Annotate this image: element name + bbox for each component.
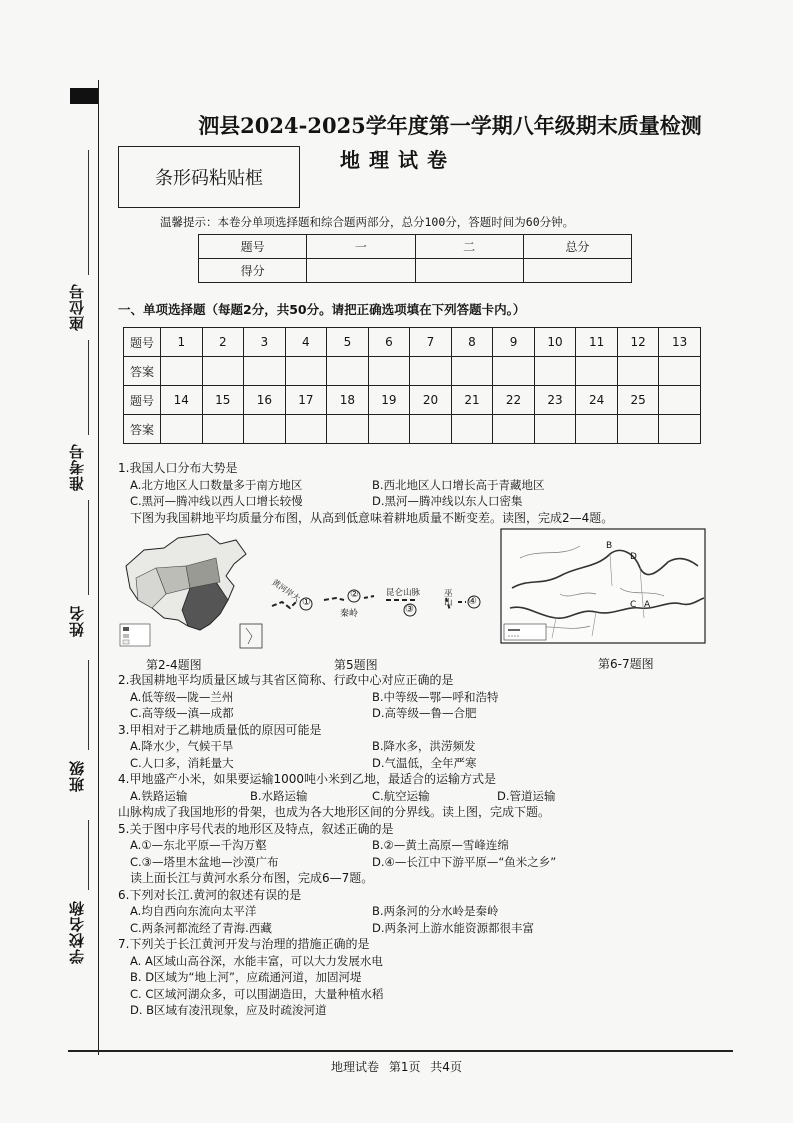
score-cell[interactable] bbox=[523, 259, 631, 283]
answer-cell[interactable] bbox=[410, 357, 452, 386]
figure-caption: 第2-4题图 bbox=[146, 658, 202, 672]
question-number: 9 bbox=[493, 328, 535, 357]
answer-card-row-label: 题号 bbox=[124, 386, 161, 415]
footer-divider bbox=[68, 1050, 733, 1052]
option-d[interactable]: D.④—长江中下游平原—“鱼米之乡” bbox=[372, 854, 557, 869]
fig5-label: ② bbox=[350, 589, 359, 600]
option-d[interactable]: D.高等级—鲁—合肥 bbox=[372, 706, 477, 720]
section-title: 一、单项选择题（每题2分，共50分。请把正确选项填在下列答题卡内。） bbox=[118, 302, 526, 317]
score-cell[interactable] bbox=[307, 259, 415, 283]
figure-caption: 第6-7题图 bbox=[598, 657, 654, 671]
question-number: 2 bbox=[202, 328, 244, 357]
question-number: 18 bbox=[327, 386, 369, 415]
answer-card bbox=[123, 327, 701, 444]
score-cell[interactable] bbox=[415, 259, 523, 283]
answer-cell[interactable] bbox=[368, 415, 410, 444]
question-number: 17 bbox=[285, 386, 327, 415]
class-field[interactable] bbox=[88, 660, 89, 750]
answer-cell[interactable] bbox=[493, 415, 535, 444]
exam-number-field[interactable] bbox=[88, 340, 89, 435]
answer-cell[interactable] bbox=[244, 415, 286, 444]
answer-card-row-label: 答案 bbox=[124, 415, 161, 444]
answer-card-row-label: 题号 bbox=[124, 328, 161, 357]
answer-card-number-row bbox=[124, 386, 701, 415]
question-intro: 山脉构成了我国地形的骨架，也成为各大地形区间的分界线。读上图，完成下题。 bbox=[118, 805, 551, 819]
answer-cell[interactable] bbox=[202, 415, 244, 444]
answer-cell[interactable] bbox=[617, 415, 659, 444]
river-region-label: D bbox=[630, 552, 637, 562]
option-d[interactable]: D.气温低，全年严寒 bbox=[372, 755, 477, 770]
fig5-label: ③ bbox=[405, 604, 414, 615]
option-b[interactable]: B.②—黄土高原—雪峰连绵 bbox=[372, 838, 509, 852]
question-number: 4 bbox=[285, 328, 327, 357]
class-label: 班级 bbox=[68, 760, 86, 792]
answer-card-row-label: 答案 bbox=[124, 357, 161, 386]
question-number: 22 bbox=[493, 386, 535, 415]
answer-cell[interactable] bbox=[576, 415, 618, 444]
option-b[interactable]: B.降水多，洪涝频发 bbox=[372, 739, 476, 753]
question-number: 16 bbox=[244, 386, 286, 415]
binding-marker bbox=[70, 88, 98, 104]
option-a[interactable]: A.铁路运输 bbox=[130, 788, 188, 803]
seat-number-label: 座位号 bbox=[68, 283, 86, 331]
option-d[interactable]: D. B区域有凌汛现象，应及时疏浚河道 bbox=[130, 1003, 327, 1017]
answer-cell[interactable] bbox=[202, 357, 244, 386]
question-number: 11 bbox=[576, 328, 618, 357]
question-number: 8 bbox=[451, 328, 493, 357]
question-number: 5 bbox=[327, 328, 369, 357]
option-c[interactable]: C.黑河—腾冲线以西人口增长较慢 bbox=[130, 494, 303, 508]
score-header: 二 bbox=[415, 235, 523, 259]
question-stem: 6.下列对长江.黄河的叙述有误的是 bbox=[118, 887, 302, 902]
option-c[interactable]: C. C区域河湖众多，可以围湖造田，大量种植水稻 bbox=[130, 986, 384, 1001]
option-c[interactable]: C.人口多，消耗量大 bbox=[130, 755, 234, 770]
question-number: 7 bbox=[410, 328, 452, 357]
option-a[interactable]: A.北方地区人口数量多于南方地区 bbox=[130, 477, 303, 492]
option-d[interactable]: D.黑河—腾冲线以东人口密集 bbox=[372, 494, 523, 508]
question-intro: 下图为我国耕地平均质量分布图，从高到低意味着耕地质量不断变差。读图，完成2—4题。 bbox=[130, 510, 614, 525]
question-number: 24 bbox=[576, 386, 618, 415]
option-c[interactable]: C.高等级—滇—成都 bbox=[130, 706, 234, 720]
question-stem: 1.我国人口分布大势是 bbox=[118, 461, 238, 475]
answer-cell[interactable] bbox=[451, 415, 493, 444]
option-a[interactable]: A.低等级—陇—兰州 bbox=[130, 689, 234, 704]
option-a[interactable]: A.①—东北平原—千沟万壑 bbox=[130, 838, 267, 852]
option-b[interactable]: B.两条河的分水岭是秦岭 bbox=[372, 904, 499, 918]
name-field[interactable] bbox=[88, 500, 89, 595]
option-b[interactable]: B.中等级—鄂—呼和浩特 bbox=[372, 689, 499, 704]
question-stem: 2.我国耕地平均质量区域与其省区简称、行政中心对应正确的是 bbox=[118, 673, 454, 687]
question-number: 10 bbox=[534, 328, 576, 357]
question-number: 12 bbox=[617, 328, 659, 357]
fig5-label: ④ bbox=[468, 596, 477, 607]
answer-cell[interactable] bbox=[161, 415, 203, 444]
option-a[interactable]: A.均自西向东流向太平洋 bbox=[130, 904, 257, 918]
question-number: 14 bbox=[161, 386, 203, 415]
option-b[interactable]: B.水路运输 bbox=[250, 788, 308, 803]
question-number: 15 bbox=[202, 386, 244, 415]
questions-block bbox=[118, 672, 556, 1019]
answer-cell[interactable] bbox=[576, 357, 618, 386]
river-systems-map bbox=[500, 528, 706, 644]
answer-cell[interactable] bbox=[534, 415, 576, 444]
river-region-label: C bbox=[630, 600, 637, 610]
option-b[interactable]: B.西北地区人口增长高于青藏地区 bbox=[372, 477, 545, 492]
name-label: 姓名 bbox=[68, 605, 86, 637]
question-number: 6 bbox=[368, 328, 410, 357]
fig5-label: 昆仑山脉 bbox=[386, 588, 421, 598]
question-stem: 7.下列关于长江黄河开发与治理的措施正确的是 bbox=[118, 937, 370, 951]
answer-cell[interactable] bbox=[493, 357, 535, 386]
exam-number-label: 准考号 bbox=[68, 443, 86, 491]
exam-tip: 温馨提示：本卷分单项选择题和综合题两部分，总分100分，答题时间为60分钟。 bbox=[160, 215, 575, 229]
question-number: 25 bbox=[617, 386, 659, 415]
question-number: 3 bbox=[244, 328, 286, 357]
answer-cell[interactable] bbox=[534, 357, 576, 386]
figure-caption: 第5题图 bbox=[334, 658, 378, 672]
exam-subtitle: 地理试卷 bbox=[340, 148, 456, 172]
answer-cell[interactable] bbox=[368, 357, 410, 386]
river-region-label: A bbox=[644, 600, 651, 610]
answer-cell[interactable] bbox=[327, 357, 369, 386]
exam-title: 泗县2024-2025学年度第一学期八年级期末质量检测 bbox=[198, 113, 702, 138]
question-number: 20 bbox=[410, 386, 452, 415]
answer-cell[interactable] bbox=[161, 357, 203, 386]
empty-cell bbox=[659, 386, 701, 415]
score-row-label: 得分 bbox=[199, 259, 307, 283]
barcode-box: 条形码粘贴框 bbox=[118, 146, 300, 208]
question-number: 21 bbox=[451, 386, 493, 415]
school-name-field[interactable] bbox=[88, 820, 89, 890]
empty-cell bbox=[659, 415, 701, 444]
answer-card-answer-row bbox=[124, 415, 701, 444]
question-stem: 3.甲相对于乙耕地质量低的原因可能是 bbox=[118, 722, 322, 737]
option-c[interactable]: C.两条河都流经了青海.西藏 bbox=[130, 920, 272, 935]
score-header: 总分 bbox=[523, 235, 631, 259]
river-region-label: B bbox=[606, 541, 613, 551]
answer-cell[interactable] bbox=[244, 357, 286, 386]
question-intro: 读上面长江与黄河水系分布图，完成6—7题。 bbox=[130, 871, 374, 885]
option-b[interactable]: B. D区域为“地上河”，应疏通河道，加固河堤 bbox=[130, 970, 362, 984]
answer-cell[interactable] bbox=[327, 415, 369, 444]
question-number: 1 bbox=[161, 328, 203, 357]
answer-cell[interactable] bbox=[617, 357, 659, 386]
question-number: 19 bbox=[368, 386, 410, 415]
score-header: 题号 bbox=[199, 235, 307, 259]
score-header: 一 bbox=[307, 235, 415, 259]
answer-cell[interactable] bbox=[285, 357, 327, 386]
answer-cell[interactable] bbox=[285, 415, 327, 444]
fig5-label: ① bbox=[302, 597, 311, 608]
fig5-label: 巫山 bbox=[444, 589, 453, 608]
binding-line bbox=[98, 80, 99, 1055]
answer-cell[interactable] bbox=[451, 357, 493, 386]
option-d[interactable]: D.两条河上游水能资源都很丰富 bbox=[372, 920, 535, 935]
option-a[interactable]: A. A区域山高谷深，水能丰富，可以大力发展水电 bbox=[130, 953, 383, 968]
farmland-quality-map bbox=[116, 528, 266, 652]
option-d[interactable]: D.管道运输 bbox=[497, 788, 556, 803]
option-c[interactable]: C.航空运输 bbox=[372, 788, 430, 803]
answer-card-number-row bbox=[124, 328, 701, 357]
fig5-label: 黄河岸大 bbox=[270, 577, 302, 604]
answer-cell[interactable] bbox=[410, 415, 452, 444]
question-number: 23 bbox=[534, 386, 576, 415]
seat-number-field[interactable] bbox=[88, 150, 89, 275]
question-stem: 5.关于图中序号代表的地形区及特点，叙述正确的是 bbox=[118, 821, 394, 836]
question-stem: 4.甲地盛产小米，如果要运输1000吨小米到乙地，最适合的运输方式是 bbox=[118, 772, 496, 786]
score-table bbox=[198, 234, 632, 283]
question-number: 13 bbox=[659, 328, 701, 357]
school-name-label: 学校名称 bbox=[68, 900, 86, 964]
fig5-label: 秦岭 bbox=[340, 609, 359, 619]
question-1 bbox=[118, 460, 613, 526]
option-a[interactable]: A.降水少，气候干旱 bbox=[130, 739, 234, 753]
option-c[interactable]: C.③—塔里木盆地—沙漠广布 bbox=[130, 854, 279, 869]
page-footer: 地理试卷 第1页 共4页 bbox=[331, 1060, 462, 1074]
answer-card-answer-row bbox=[124, 357, 701, 386]
answer-cell[interactable] bbox=[659, 357, 701, 386]
